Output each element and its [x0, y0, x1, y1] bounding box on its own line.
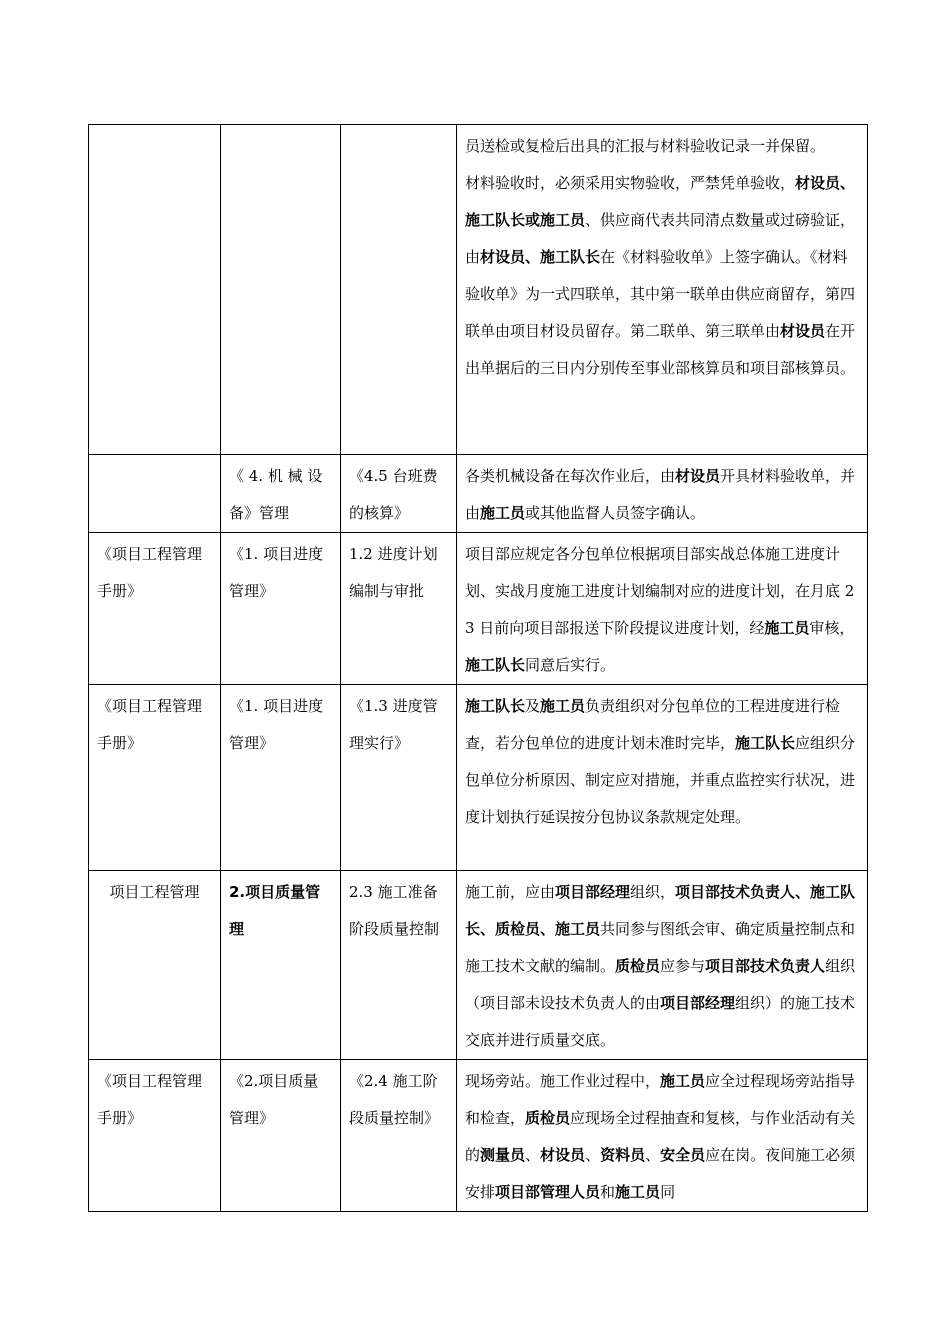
- section-cell: 《1. 项目进度管理》: [221, 533, 341, 685]
- description-cell: [457, 685, 868, 871]
- role-text: 质检员: [615, 957, 661, 975]
- role-text: 材设员、施工队长: [480, 248, 601, 266]
- body-text: 应在岗。夜间施工必须安排: [465, 1146, 856, 1201]
- body-text: 应组织分包单位分析原因、制定应对措施，并重点监控实行状况，进度计划执行延误按分包协议条款规定处理。: [465, 734, 856, 826]
- document-cell: [89, 455, 221, 533]
- subsection-cell: 《4.5 台班费的核算》: [341, 455, 457, 533]
- body-text: 审核，: [809, 619, 855, 637]
- role-text: 项目部管理人员: [495, 1183, 601, 1201]
- body-text: 组织（项目部未设技术负责人的由: [465, 957, 856, 1012]
- description-paragraph: [465, 128, 859, 165]
- role-text: 施工队长: [465, 656, 526, 674]
- description-paragraph: [465, 688, 859, 836]
- document-cell: 《项目工程管理手册》: [89, 685, 221, 871]
- section-cell: 《2.项目质量管理》: [221, 1060, 341, 1212]
- role-text: 材设员: [540, 1146, 586, 1164]
- description-cell: [457, 455, 868, 533]
- table-row: [89, 871, 868, 1060]
- role-text: 施工队长: [465, 697, 526, 715]
- body-text: 及: [525, 697, 541, 715]
- responsibility-table: [88, 124, 868, 1212]
- document-cell: 项目工程管理: [89, 871, 221, 1060]
- body-text: 在开出单据后的三日内分别传至事业部核算员和项目部核算员。: [465, 322, 856, 377]
- body-text: 共同参与图纸会审、确定质量控制点和施工技术文献的编制。: [465, 920, 856, 975]
- body-text: 负责组织对分包单位的工程进度进行检查，若分包单位的进度计划未准时完毕，: [465, 697, 841, 752]
- description-paragraph: [465, 165, 859, 387]
- body-text: 材料验收时，必须采用实物验收，严禁凭单验收，: [465, 174, 796, 192]
- role-text: 项目部经理: [660, 994, 736, 1012]
- body-text: 项目部应规定各分包单位根据项目部实战总体施工进度计划、实战月度施工进度计划编制对应的进度计划，在月底 23 日前向项目部报送下阶段提议进度计划，经: [465, 545, 855, 637]
- role-text: 项目部经理: [555, 883, 631, 901]
- role-text: 项目部技术负责人: [705, 957, 826, 975]
- body-text: 同: [660, 1183, 676, 1201]
- description-cell: [457, 871, 868, 1060]
- body-text: 各类机械设备在每次作业后，由: [465, 467, 676, 485]
- role-text: 项目部技术负责人、施工队长、质检员、施工员: [465, 883, 856, 938]
- role-text: 材设员: [780, 322, 826, 340]
- body-text: 、: [645, 1146, 661, 1164]
- table-row: [89, 533, 868, 685]
- subsection-cell: 2.3 施工准备阶段质量控制: [341, 871, 457, 1060]
- description-cell: [457, 533, 868, 685]
- role-text: 施工员: [480, 504, 526, 522]
- body-text: 、: [585, 1146, 601, 1164]
- body-text: 现场旁站。施工作业过程中，: [465, 1072, 661, 1090]
- body-text: 、: [525, 1146, 541, 1164]
- body-text: 组织，: [630, 883, 676, 901]
- role-text: 施工员: [540, 697, 586, 715]
- body-text: 组织）的施工技术交底并进行质量交底。: [465, 994, 856, 1049]
- description-paragraph: [465, 536, 859, 684]
- document-cell: [89, 125, 221, 455]
- description-paragraph: [465, 874, 859, 1059]
- role-text: 材设员、施工队长或施工员: [465, 174, 856, 229]
- body-text: 同意后实行。: [525, 656, 616, 674]
- section-cell: 2.项目质量管理: [221, 871, 341, 1060]
- role-text: 施工员: [615, 1183, 661, 1201]
- body-text: 开具材料验收单，并由: [465, 467, 856, 522]
- subsection-cell: 《2.4 施工阶段质量控制》: [341, 1060, 457, 1212]
- description-paragraph: [465, 1063, 859, 1211]
- role-text: 材设员: [675, 467, 721, 485]
- body-text: 应现场全过程抽查和复核，与作业活动有关的: [465, 1109, 856, 1164]
- table-row: [89, 455, 868, 533]
- document-cell: 《项目工程管理手册》: [89, 533, 221, 685]
- role-text: 施工员: [660, 1072, 706, 1090]
- section-cell: 《1. 项目进度管理》: [221, 685, 341, 871]
- table-row: [89, 685, 868, 871]
- body-text: 或其他监督人员签字确认。: [525, 504, 706, 522]
- section-cell: [221, 125, 341, 455]
- table-row: [89, 125, 868, 455]
- body-text: 在《材料验收单》上签字确认。《材料验收单》为一式四联单，其中第一联单由供应商留存，第四联单由项目材设员留存。第二联单、第三联单由: [465, 248, 856, 340]
- section-cell: 《 4. 机 械 设备》管理: [221, 455, 341, 533]
- subsection-cell: 《1.3 进度管理实行》: [341, 685, 457, 871]
- role-text: 资料员: [600, 1146, 646, 1164]
- role-text: 质检员: [525, 1109, 571, 1127]
- role-text: 测量员: [480, 1146, 526, 1164]
- subsection-cell: [341, 125, 457, 455]
- description-paragraph: [465, 458, 859, 532]
- document-cell: 《项目工程管理手册》: [89, 1060, 221, 1212]
- role-text: 施工员: [764, 619, 810, 637]
- description-cell: [457, 1060, 868, 1212]
- body-text: 应全过程现场旁站指导和检查，: [465, 1072, 856, 1127]
- subsection-cell: 1.2 进度计划编制与审批: [341, 533, 457, 685]
- role-text: 施工队长: [735, 734, 796, 752]
- role-text: 安全员: [660, 1146, 706, 1164]
- table-row: [89, 1060, 868, 1212]
- description-cell: [457, 125, 868, 455]
- body-text: 、供应商代表共同清点数量或过磅验证，由: [465, 211, 856, 266]
- body-text: 和: [600, 1183, 616, 1201]
- body-text: 施工前，应由: [465, 883, 556, 901]
- body-text: 应参与: [660, 957, 706, 975]
- body-text: 员送检或复检后出具的汇报与材料验收记录一并保留。: [465, 137, 826, 155]
